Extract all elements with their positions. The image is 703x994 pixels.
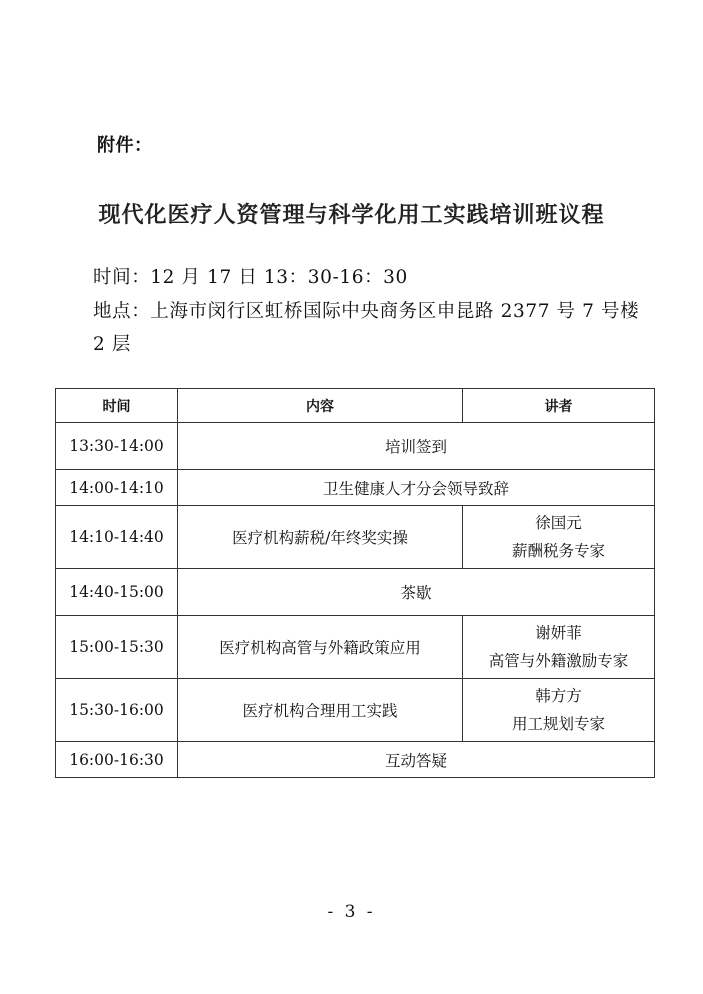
attachment-label: 附件： [97,135,153,156]
row-time: 14:00-14:10 [56,470,178,506]
header-speaker: 讲者 [463,389,655,423]
speaker-title: 用工规划专家 [511,715,605,733]
row-time: 14:40-15:00 [56,569,178,616]
table-row [56,616,655,679]
row-content: 医疗机构合理用工实践 [178,679,463,742]
row-time: 13:30-14:00 [56,423,178,470]
header-time: 时间 [56,389,178,423]
event-time: 时间：12 月 17 日 13：30-16：30 [93,267,408,288]
speaker-title: 高管与外籍激励专家 [488,652,629,670]
table-row [56,742,655,778]
event-location-continued: 2 层 [93,334,131,355]
agenda-table [55,388,655,778]
document-title: 现代化医疗人资管理与科学化用工实践培训班议程 [98,202,605,228]
row-speaker [463,506,655,569]
table-row [56,569,655,616]
row-time: 15:00-15:30 [56,616,178,679]
speaker-title: 薪酬税务专家 [511,542,605,560]
table-row [56,506,655,569]
row-content: 茶歇 [178,569,655,616]
row-time: 15:30-16:00 [56,679,178,742]
row-speaker [463,679,655,742]
header-content: 内容 [178,389,463,423]
row-content: 医疗机构高管与外籍政策应用 [178,616,463,679]
speaker-name: 韩方方 [535,687,582,705]
row-content: 医疗机构薪税/年终奖实操 [178,506,463,569]
event-location: 地点：上海市闵行区虹桥国际中央商务区申昆路 2377 号 7 号楼 [93,301,640,322]
row-time: 16:00-16:30 [56,742,178,778]
table-row [56,423,655,470]
row-content: 卫生健康人才分会领导致辞 [178,470,655,506]
page-number: - 3 - [327,902,376,922]
row-content: 培训签到 [178,423,655,470]
row-speaker [463,616,655,679]
table-row [56,470,655,506]
table-row [56,679,655,742]
speaker-name: 谢妍菲 [535,624,582,642]
speaker-name: 徐国元 [535,514,582,532]
row-time: 14:10-14:40 [56,506,178,569]
table-header-row [56,389,655,423]
row-content: 互动答疑 [178,742,655,778]
